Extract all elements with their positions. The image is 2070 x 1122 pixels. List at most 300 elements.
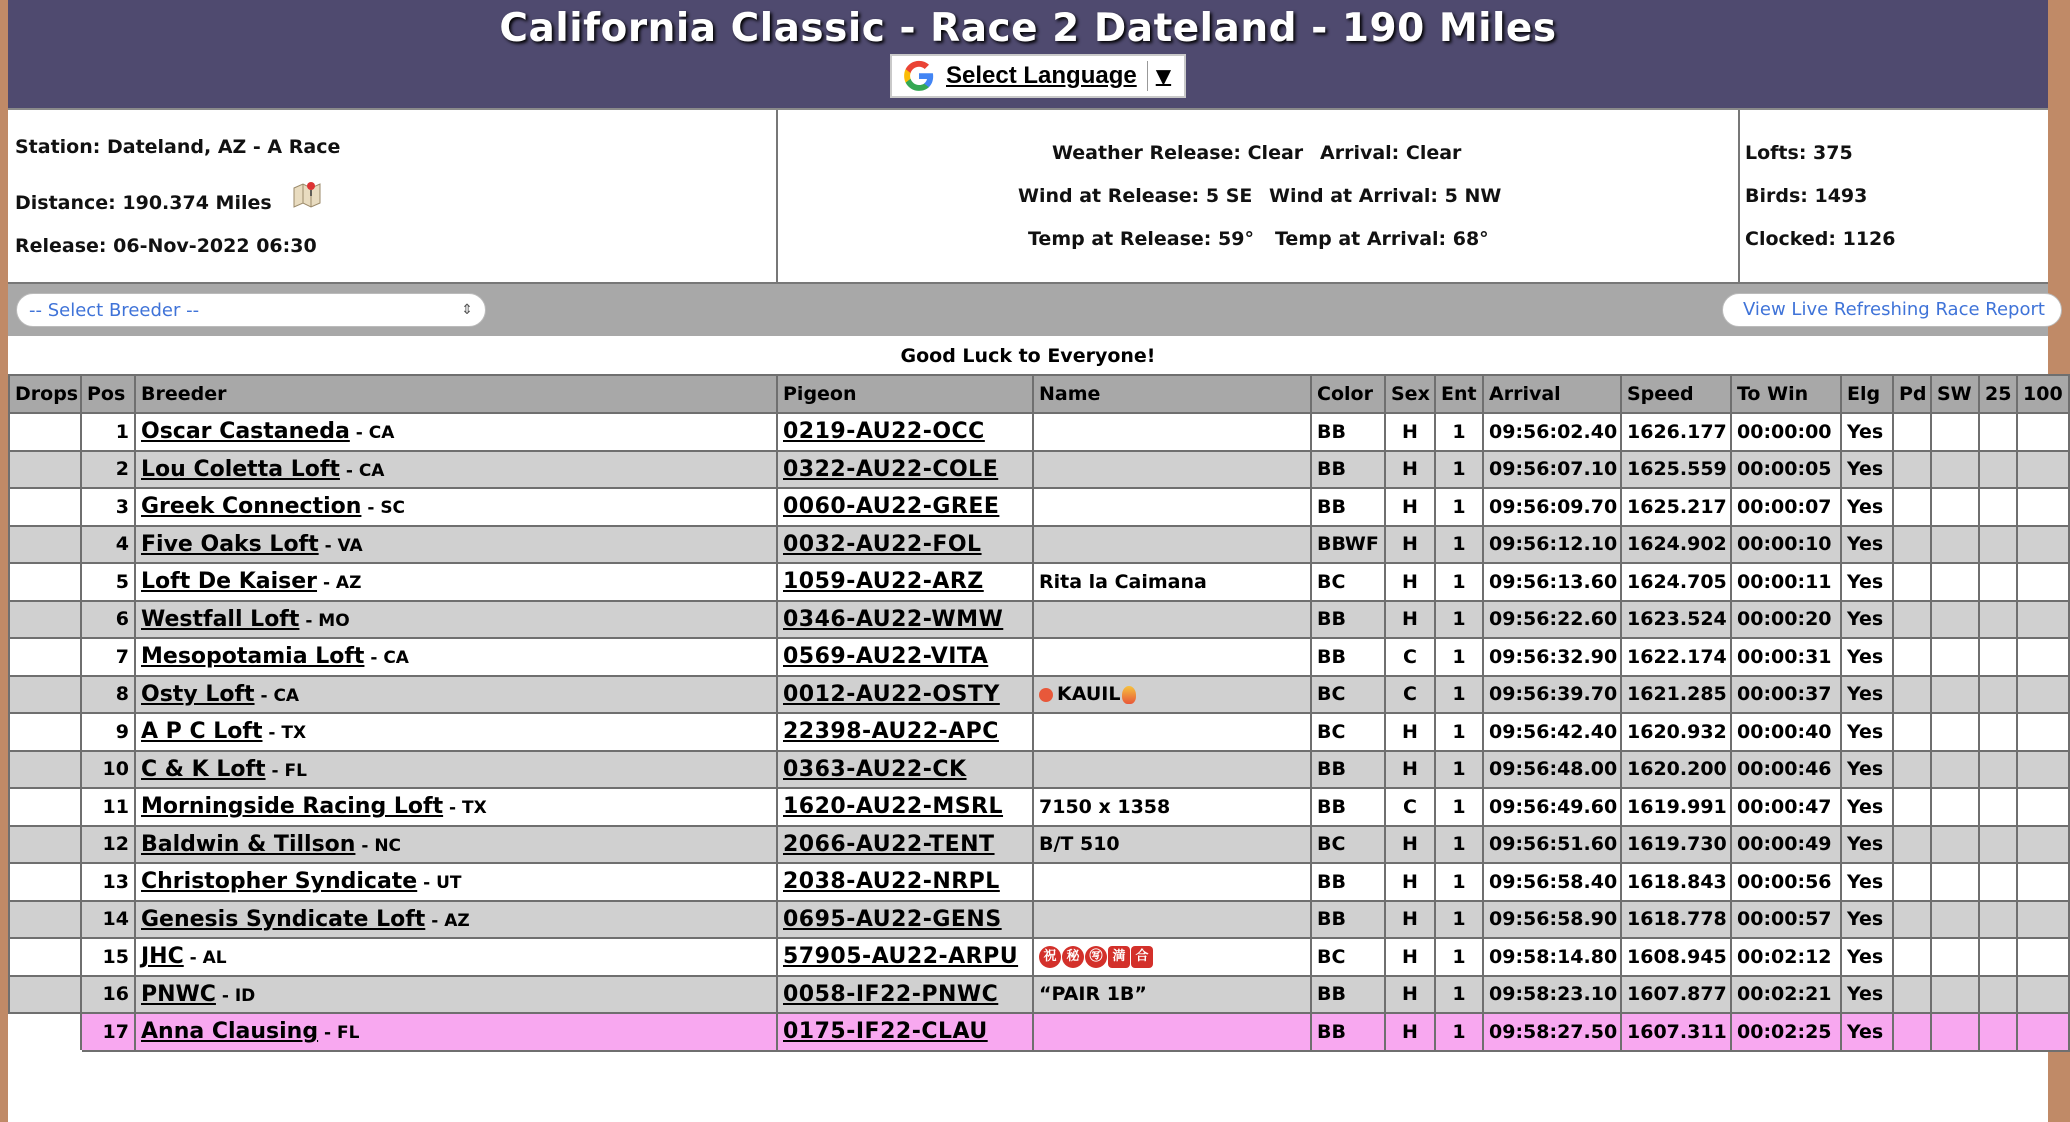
clocked-count: Clocked: 1126 bbox=[1745, 228, 1896, 250]
color-cell: BB bbox=[1311, 976, 1385, 1014]
eligible-cell: Yes bbox=[1841, 1013, 1893, 1051]
eligible-cell: Yes bbox=[1841, 751, 1893, 789]
table-row bbox=[9, 713, 2069, 751]
breeder-state: - ID bbox=[215, 985, 256, 1006]
breeder-link[interactable]: Mesopotamia Loft bbox=[141, 644, 365, 670]
to-win-cell: 00:00:57 bbox=[1731, 901, 1841, 939]
breeder-state: - FL bbox=[265, 760, 307, 781]
drops-cell bbox=[9, 676, 81, 714]
col-100-cell bbox=[2017, 713, 2069, 751]
emoji-badge-icon: ㊢ bbox=[1085, 946, 1107, 968]
pigeon-name-cell bbox=[1033, 938, 1311, 976]
pigeon-link[interactable]: 0012-AU22-OSTY bbox=[783, 681, 1000, 707]
pd-cell bbox=[1893, 413, 1931, 451]
arrival-cell: 09:56:51.60 bbox=[1483, 826, 1621, 864]
arrival-cell: 09:56:32.90 bbox=[1483, 638, 1621, 676]
pd-cell bbox=[1893, 676, 1931, 714]
pigeon-link[interactable]: 57905-AU22-ARPU bbox=[783, 944, 1019, 970]
breeder-state: - TX bbox=[443, 798, 487, 819]
temp-arrival: Temp at Arrival: 68° bbox=[1275, 228, 1489, 250]
entry-cell: 1 bbox=[1435, 976, 1483, 1014]
breeder-cell bbox=[135, 901, 777, 939]
column-header-name: Name bbox=[1033, 375, 1311, 413]
wind-release: Wind at Release: 5 SE bbox=[1018, 185, 1253, 207]
pigeon-name-cell bbox=[1033, 526, 1311, 564]
sex-cell: C bbox=[1385, 676, 1435, 714]
pd-cell bbox=[1893, 751, 1931, 789]
col-25-cell bbox=[1979, 976, 2017, 1014]
table-header-row bbox=[9, 375, 2069, 413]
entry-cell: 1 bbox=[1435, 751, 1483, 789]
sex-cell: H bbox=[1385, 1013, 1435, 1051]
speed-cell: 1608.945 bbox=[1621, 938, 1731, 976]
pigeon-name: KAUIL bbox=[1057, 683, 1121, 706]
table-row bbox=[9, 676, 2069, 714]
pd-cell bbox=[1893, 938, 1931, 976]
pigeon-link[interactable]: 0175-IF22-CLAU bbox=[783, 1019, 988, 1045]
column-header-elg: Elg bbox=[1841, 375, 1893, 413]
entry-cell: 1 bbox=[1435, 451, 1483, 489]
breeder-cell bbox=[135, 601, 777, 639]
breeder-link[interactable]: Baldwin & Tillson bbox=[141, 831, 356, 857]
table-row bbox=[9, 1013, 2069, 1051]
sex-cell: H bbox=[1385, 863, 1435, 901]
pigeon-link[interactable]: 1620-AU22-MSRL bbox=[783, 794, 1004, 820]
column-header-25: 25 bbox=[1979, 375, 2017, 413]
position-cell: 5 bbox=[81, 563, 135, 601]
sex-cell: H bbox=[1385, 451, 1435, 489]
column-header-100: 100 bbox=[2017, 375, 2069, 413]
station-text: Station: Dateland, AZ - A Race bbox=[15, 136, 341, 158]
sw-cell bbox=[1931, 976, 1979, 1014]
breeder-cell bbox=[135, 413, 777, 451]
to-win-cell: 00:02:12 bbox=[1731, 938, 1841, 976]
position-cell: 4 bbox=[81, 526, 135, 564]
sw-cell bbox=[1931, 751, 1979, 789]
arrival-cell: 09:56:39.70 bbox=[1483, 676, 1621, 714]
pigeon-cell bbox=[777, 901, 1033, 939]
pigeon-cell bbox=[777, 1013, 1033, 1051]
sw-cell bbox=[1931, 863, 1979, 901]
pd-cell bbox=[1893, 713, 1931, 751]
chevron-updown-icon: ⇕ bbox=[461, 302, 473, 318]
arrival-cell: 09:58:23.10 bbox=[1483, 976, 1621, 1014]
breeder-link[interactable]: Loft De Kaiser bbox=[141, 569, 318, 595]
table-row bbox=[9, 488, 2069, 526]
breeder-link[interactable]: Genesis Syndicate Loft bbox=[141, 906, 426, 932]
breeder-cell bbox=[135, 751, 777, 789]
pigeon-link[interactable]: 0363-AU22-CK bbox=[783, 756, 967, 782]
sw-cell bbox=[1931, 563, 1979, 601]
breeder-select[interactable] bbox=[16, 293, 486, 327]
sw-cell bbox=[1931, 713, 1979, 751]
eligible-cell: Yes bbox=[1841, 938, 1893, 976]
breeder-link[interactable]: PNWC bbox=[141, 981, 216, 1007]
arrival-cell: 09:56:49.60 bbox=[1483, 788, 1621, 826]
table-row bbox=[9, 563, 2069, 601]
eligible-cell: Yes bbox=[1841, 826, 1893, 864]
position-cell: 15 bbox=[81, 938, 135, 976]
col-100-cell bbox=[2017, 788, 2069, 826]
speed-cell: 1621.285 bbox=[1621, 676, 1731, 714]
table-row bbox=[9, 526, 2069, 564]
entry-cell: 1 bbox=[1435, 863, 1483, 901]
breeder-cell bbox=[135, 676, 777, 714]
entry-cell: 1 bbox=[1435, 826, 1483, 864]
pigeon-cell bbox=[777, 976, 1033, 1014]
entry-cell: 1 bbox=[1435, 601, 1483, 639]
col-100-cell bbox=[2017, 676, 2069, 714]
drops-cell bbox=[9, 863, 81, 901]
pigeon-link[interactable]: 0219-AU22-OCC bbox=[783, 419, 985, 445]
sex-cell: H bbox=[1385, 563, 1435, 601]
pigeon-link[interactable]: 0569-AU22-VITA bbox=[783, 644, 989, 670]
table-row bbox=[9, 638, 2069, 676]
position-cell: 7 bbox=[81, 638, 135, 676]
color-cell: BC bbox=[1311, 713, 1385, 751]
breeder-link[interactable]: Five Oaks Loft bbox=[141, 531, 319, 557]
eligible-cell: Yes bbox=[1841, 863, 1893, 901]
breeder-cell bbox=[135, 638, 777, 676]
col-100-cell bbox=[2017, 563, 2069, 601]
pigeon-name-cell bbox=[1033, 413, 1311, 451]
pd-cell bbox=[1893, 788, 1931, 826]
drops-cell bbox=[9, 751, 81, 789]
arrival-cell: 09:56:09.70 bbox=[1483, 488, 1621, 526]
drops-cell bbox=[9, 413, 81, 451]
entry-cell: 1 bbox=[1435, 713, 1483, 751]
breeder-state: - SC bbox=[361, 498, 406, 519]
speed-cell: 1624.902 bbox=[1621, 526, 1731, 564]
speed-cell: 1624.705 bbox=[1621, 563, 1731, 601]
entry-cell: 1 bbox=[1435, 788, 1483, 826]
position-cell: 1 bbox=[81, 413, 135, 451]
column-header-pos: Pos bbox=[81, 375, 135, 413]
color-cell: BBWF bbox=[1311, 526, 1385, 564]
fire-icon bbox=[1122, 686, 1136, 704]
sex-cell: C bbox=[1385, 638, 1435, 676]
dropdown-arrow-icon: ▼ bbox=[1155, 64, 1172, 88]
sw-cell bbox=[1931, 938, 1979, 976]
sex-cell: H bbox=[1385, 751, 1435, 789]
race-info bbox=[8, 110, 2048, 284]
google-icon bbox=[902, 59, 936, 93]
speed-cell: 1623.524 bbox=[1621, 601, 1731, 639]
arrival-cell: 09:58:27.50 bbox=[1483, 1013, 1621, 1051]
breeder-cell bbox=[135, 788, 777, 826]
color-cell: BB bbox=[1311, 863, 1385, 901]
drops-cell bbox=[9, 563, 81, 601]
col-100-cell bbox=[2017, 901, 2069, 939]
table-row bbox=[9, 863, 2069, 901]
pigeon-link[interactable]: 1059-AU22-ARZ bbox=[783, 569, 984, 595]
pigeon-cell bbox=[777, 676, 1033, 714]
sex-cell: H bbox=[1385, 938, 1435, 976]
column-header-drops: Drops bbox=[9, 375, 81, 413]
speed-cell: 1622.174 bbox=[1621, 638, 1731, 676]
sex-cell: H bbox=[1385, 976, 1435, 1014]
to-win-cell: 00:02:21 bbox=[1731, 976, 1841, 1014]
col-25-cell bbox=[1979, 751, 2017, 789]
pd-cell bbox=[1893, 1013, 1931, 1051]
emoji-badge-icon: 秘 bbox=[1062, 946, 1084, 968]
col-25-cell bbox=[1979, 638, 2017, 676]
to-win-cell: 00:00:05 bbox=[1731, 451, 1841, 489]
column-header-arrival: Arrival bbox=[1483, 375, 1621, 413]
breeder-link[interactable]: Oscar Castaneda bbox=[141, 419, 350, 445]
to-win-cell: 00:00:56 bbox=[1731, 863, 1841, 901]
to-win-cell: 00:00:07 bbox=[1731, 488, 1841, 526]
table-row bbox=[9, 976, 2069, 1014]
eligible-cell: Yes bbox=[1841, 788, 1893, 826]
drops-cell bbox=[9, 451, 81, 489]
col-25-cell bbox=[1979, 451, 2017, 489]
entry-cell: 1 bbox=[1435, 676, 1483, 714]
entry-cell: 1 bbox=[1435, 1013, 1483, 1051]
to-win-cell: 00:00:10 bbox=[1731, 526, 1841, 564]
pigeon-name-cell: “PAIR 1B” bbox=[1033, 976, 1311, 1014]
eligible-cell: Yes bbox=[1841, 976, 1893, 1014]
position-cell: 12 bbox=[81, 826, 135, 864]
col-25-cell bbox=[1979, 488, 2017, 526]
pigeon-name-cell bbox=[1033, 451, 1311, 489]
pigeon-name-cell bbox=[1033, 751, 1311, 789]
pigeon-name-cell bbox=[1033, 1013, 1311, 1051]
lofts-count: Lofts: 375 bbox=[1745, 142, 1853, 164]
pigeon-name-cell: Rita la Caimana bbox=[1033, 563, 1311, 601]
station-info bbox=[8, 110, 778, 282]
position-cell: 11 bbox=[81, 788, 135, 826]
position-cell: 6 bbox=[81, 601, 135, 639]
arrival-cell: 09:56:12.10 bbox=[1483, 526, 1621, 564]
eligible-cell: Yes bbox=[1841, 638, 1893, 676]
arrival-cell: 09:56:07.10 bbox=[1483, 451, 1621, 489]
breeder-link[interactable]: Osty Loft bbox=[141, 681, 255, 707]
pigeon-cell bbox=[777, 863, 1033, 901]
emoji-badge-icon: 合 bbox=[1131, 946, 1153, 968]
arrival-cell: 09:56:58.40 bbox=[1483, 863, 1621, 901]
breeder-cell bbox=[135, 976, 777, 1014]
language-selector[interactable] bbox=[890, 54, 1186, 98]
drops-cell bbox=[9, 713, 81, 751]
pigeon-cell bbox=[777, 601, 1033, 639]
color-cell: BB bbox=[1311, 413, 1385, 451]
pigeon-cell bbox=[777, 488, 1033, 526]
breeder-select-label: -- Select Breeder -- bbox=[29, 299, 200, 321]
pigeon-link[interactable]: 0060-AU22-GREE bbox=[783, 494, 1000, 520]
breeder-link[interactable]: JHC bbox=[141, 944, 184, 970]
drops-cell bbox=[9, 901, 81, 939]
col-25-cell bbox=[1979, 563, 2017, 601]
col-25-cell bbox=[1979, 713, 2017, 751]
pigeon-cell bbox=[777, 526, 1033, 564]
pigeon-link[interactable]: 0346-AU22-WMW bbox=[783, 606, 1004, 632]
speed-cell: 1618.843 bbox=[1621, 863, 1731, 901]
sw-cell bbox=[1931, 451, 1979, 489]
breeder-state: - TX bbox=[262, 723, 307, 744]
breeder-state: - UT bbox=[417, 873, 462, 894]
temp-release: Temp at Release: 59° bbox=[1028, 228, 1254, 250]
color-cell: BB bbox=[1311, 751, 1385, 789]
sw-cell bbox=[1931, 413, 1979, 451]
drops-cell bbox=[9, 638, 81, 676]
breeder-link[interactable]: A P C Loft bbox=[141, 719, 263, 745]
eligible-cell: Yes bbox=[1841, 713, 1893, 751]
pd-cell bbox=[1893, 863, 1931, 901]
to-win-cell: 00:00:11 bbox=[1731, 563, 1841, 601]
message-banner: Good Luck to Everyone! bbox=[8, 338, 2048, 374]
speed-cell: 1625.559 bbox=[1621, 451, 1731, 489]
entry-cell: 1 bbox=[1435, 901, 1483, 939]
color-cell: BC bbox=[1311, 676, 1385, 714]
pd-cell bbox=[1893, 638, 1931, 676]
wind-arrival: Wind at Arrival: 5 NW bbox=[1269, 185, 1502, 207]
release-text: Release: 06-Nov-2022 06:30 bbox=[15, 235, 317, 257]
col-25-cell bbox=[1979, 676, 2017, 714]
pd-cell bbox=[1893, 976, 1931, 1014]
to-win-cell: 00:00:37 bbox=[1731, 676, 1841, 714]
breeder-state: - MO bbox=[299, 610, 350, 631]
sw-cell bbox=[1931, 788, 1979, 826]
col-100-cell bbox=[2017, 863, 2069, 901]
breeder-link[interactable]: Anna Clausing bbox=[141, 1019, 319, 1045]
to-win-cell: 00:00:31 bbox=[1731, 638, 1841, 676]
results-table bbox=[8, 374, 2070, 1052]
position-cell: 9 bbox=[81, 713, 135, 751]
live-report-button[interactable]: View Live Refreshing Race Report bbox=[1722, 293, 2062, 327]
pigeon-link[interactable]: 0058-IF22-PNWC bbox=[783, 981, 999, 1007]
eligible-cell: Yes bbox=[1841, 488, 1893, 526]
sw-cell bbox=[1931, 526, 1979, 564]
sw-cell bbox=[1931, 488, 1979, 526]
eligible-cell: Yes bbox=[1841, 901, 1893, 939]
speed-cell: 1626.177 bbox=[1621, 413, 1731, 451]
header bbox=[8, 0, 2048, 110]
pigeon-link[interactable]: 0322-AU22-COLE bbox=[783, 456, 999, 482]
arrival-cell: 09:56:58.90 bbox=[1483, 901, 1621, 939]
position-cell: 14 bbox=[81, 901, 135, 939]
to-win-cell: 00:00:47 bbox=[1731, 788, 1841, 826]
pigeon-name-cell bbox=[1033, 713, 1311, 751]
color-cell: BB bbox=[1311, 601, 1385, 639]
col-100-cell bbox=[2017, 976, 2069, 1014]
sex-cell: H bbox=[1385, 488, 1435, 526]
column-header-ent: Ent bbox=[1435, 375, 1483, 413]
pigeon-link[interactable]: 2038-AU22-NRPL bbox=[783, 869, 1000, 895]
breeder-cell bbox=[135, 1013, 777, 1051]
pigeon-link[interactable]: 0032-AU22-FOL bbox=[783, 531, 982, 557]
drops-cell bbox=[9, 1013, 81, 1051]
pd-cell bbox=[1893, 901, 1931, 939]
weather-info bbox=[778, 110, 1740, 282]
color-cell: BC bbox=[1311, 563, 1385, 601]
sex-cell: H bbox=[1385, 413, 1435, 451]
pd-cell bbox=[1893, 601, 1931, 639]
breeder-cell bbox=[135, 451, 777, 489]
arrival-cell: 09:56:48.00 bbox=[1483, 751, 1621, 789]
col-25-cell bbox=[1979, 788, 2017, 826]
col-100-cell bbox=[2017, 451, 2069, 489]
to-win-cell: 00:00:00 bbox=[1731, 413, 1841, 451]
sw-cell bbox=[1931, 638, 1979, 676]
weather-arrival: Arrival: Clear bbox=[1320, 142, 1462, 164]
breeder-cell bbox=[135, 526, 777, 564]
col-100-cell bbox=[2017, 526, 2069, 564]
sex-cell: H bbox=[1385, 713, 1435, 751]
speed-cell: 1607.877 bbox=[1621, 976, 1731, 1014]
speed-cell: 1620.200 bbox=[1621, 751, 1731, 789]
pigeon-cell bbox=[777, 826, 1033, 864]
col-25-cell bbox=[1979, 863, 2017, 901]
arrival-cell: 09:56:02.40 bbox=[1483, 413, 1621, 451]
map-icon[interactable] bbox=[291, 178, 323, 210]
column-header-pigeon: Pigeon bbox=[777, 375, 1033, 413]
position-cell: 10 bbox=[81, 751, 135, 789]
breeder-link[interactable]: Christopher Syndicate bbox=[141, 869, 418, 895]
breeder-link[interactable]: C & K Loft bbox=[141, 756, 266, 782]
breeder-cell bbox=[135, 488, 777, 526]
sw-cell bbox=[1931, 676, 1979, 714]
emoji-badge-icon: 祝 bbox=[1039, 946, 1061, 968]
column-header-breeder: Breeder bbox=[135, 375, 777, 413]
column-header-sex: Sex bbox=[1385, 375, 1435, 413]
sw-cell bbox=[1931, 826, 1979, 864]
breeder-state: - CA bbox=[364, 648, 409, 669]
pigeon-link[interactable]: 0695-AU22-GENS bbox=[783, 906, 1002, 932]
breeder-state: - AL bbox=[183, 948, 227, 969]
position-cell: 8 bbox=[81, 676, 135, 714]
pigeon-cell bbox=[777, 788, 1033, 826]
breeder-link[interactable]: Greek Connection bbox=[141, 494, 362, 520]
drops-cell bbox=[9, 976, 81, 1014]
pigeon-name-cell bbox=[1033, 488, 1311, 526]
language-label: Select Language bbox=[946, 62, 1137, 89]
pin-icon bbox=[1039, 688, 1053, 702]
column-header-sw: SW bbox=[1931, 375, 1979, 413]
color-cell: BB bbox=[1311, 488, 1385, 526]
breeder-link[interactable]: Westfall Loft bbox=[141, 606, 300, 632]
breeder-link[interactable]: Morningside Racing Loft bbox=[141, 794, 444, 820]
to-win-cell: 00:00:46 bbox=[1731, 751, 1841, 789]
sex-cell: C bbox=[1385, 788, 1435, 826]
pigeon-name-cell bbox=[1033, 863, 1311, 901]
pd-cell bbox=[1893, 526, 1931, 564]
pd-cell bbox=[1893, 563, 1931, 601]
pigeon-link[interactable]: 22398-AU22-APC bbox=[783, 719, 999, 745]
page-title: California Classic - Race 2 Dateland - 190 Miles bbox=[499, 6, 1557, 51]
arrival-cell: 09:56:13.60 bbox=[1483, 563, 1621, 601]
position-cell: 13 bbox=[81, 863, 135, 901]
pigeon-link[interactable]: 2066-AU22-TENT bbox=[783, 831, 995, 857]
pigeon-cell bbox=[777, 638, 1033, 676]
breeder-link[interactable]: Lou Coletta Loft bbox=[141, 456, 340, 482]
to-win-cell: 00:00:20 bbox=[1731, 601, 1841, 639]
entry-cell: 1 bbox=[1435, 413, 1483, 451]
col-100-cell bbox=[2017, 601, 2069, 639]
pigeon-cell bbox=[777, 751, 1033, 789]
to-win-cell: 00:00:40 bbox=[1731, 713, 1841, 751]
breeder-state: - CA bbox=[349, 423, 395, 444]
emoji-badge-icon: 満 bbox=[1108, 946, 1130, 968]
col-100-cell bbox=[2017, 413, 2069, 451]
breeder-state: - FL bbox=[318, 1023, 360, 1044]
pigeon-name-cell bbox=[1033, 601, 1311, 639]
color-cell: BC bbox=[1311, 826, 1385, 864]
sex-cell: H bbox=[1385, 826, 1435, 864]
distance-text: Distance: 190.374 Miles bbox=[15, 192, 272, 214]
drops-cell bbox=[9, 526, 81, 564]
col-100-cell bbox=[2017, 488, 2069, 526]
